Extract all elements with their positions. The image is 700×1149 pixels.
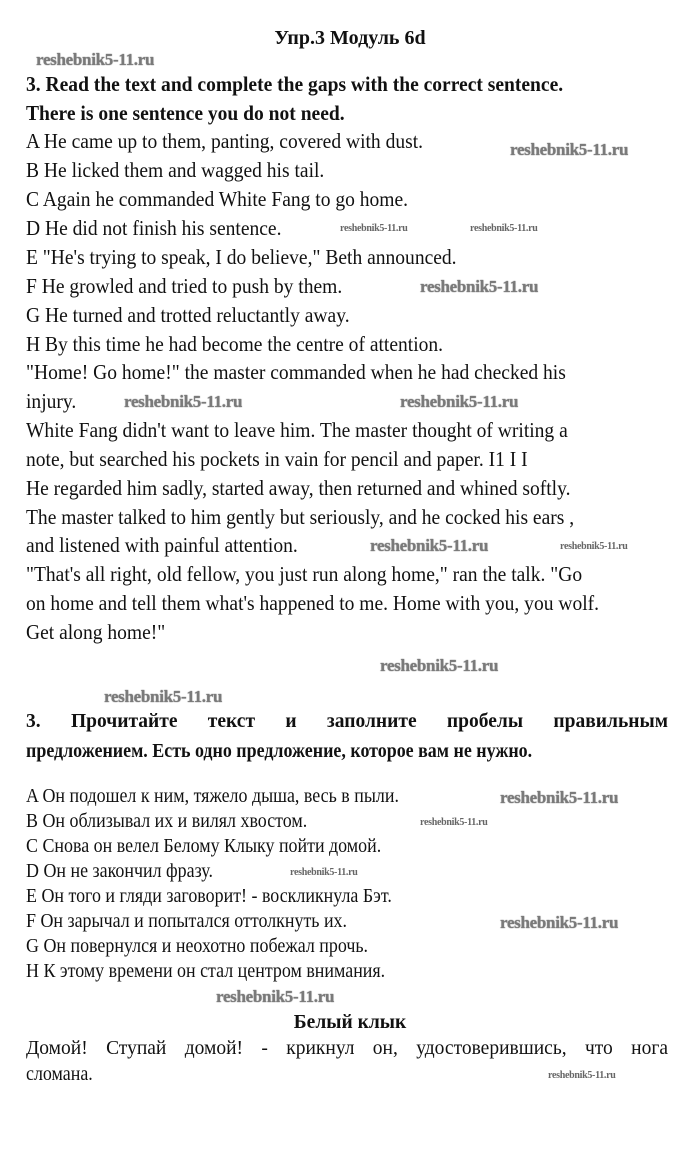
story-title: Белый клык bbox=[293, 1012, 407, 1033]
watermark: reshebnik5-11.ru bbox=[370, 536, 489, 555]
option-f: F He growled and tried to push by them. bbox=[26, 274, 343, 298]
watermark: reshebnik5-11.ru bbox=[420, 817, 488, 828]
heading-line: There is one sentence you do not need. bbox=[26, 101, 345, 125]
text-line: сломана. bbox=[26, 1064, 93, 1085]
option-b: B He licked them and wagged his tail. bbox=[26, 158, 325, 182]
watermark: reshebnik5-11.ru bbox=[104, 687, 223, 706]
text-line: on home and tell them what's happened to me. Home with you, you wolf. bbox=[26, 591, 600, 615]
text-line: The master talked to him gently but seriously, and he cocked his ears , bbox=[26, 505, 575, 529]
option-g: G He turned and trotted reluctantly away. bbox=[26, 303, 350, 327]
heading-line: 3. Read the text and complete the gaps with the correct sentence. bbox=[26, 72, 564, 96]
watermark: reshebnik5-11.ru bbox=[560, 541, 628, 552]
option-e: E Он того и гляди заговорит! - воскликнула Бэт. bbox=[26, 886, 392, 907]
option-a: A Он подошел к ним, тяжело дыша, весь в пыли. bbox=[26, 786, 399, 807]
text-line: and listened with painful attention. bbox=[26, 533, 298, 557]
watermark: reshebnik5-11.ru bbox=[510, 140, 629, 159]
watermark: reshebnik5-11.ru bbox=[548, 1070, 616, 1081]
option-g: G Он повернулся и неохотно побежал прочь. bbox=[26, 936, 369, 957]
option-d: D Он не закончил фразу. bbox=[26, 861, 213, 882]
heading-line: 3. Прочитайте текст и заполните пробелы правильным bbox=[26, 711, 668, 732]
option-b: B Он облизывал их и вилял хвостом. bbox=[26, 811, 308, 832]
watermark: reshebnik5-11.ru bbox=[216, 987, 335, 1006]
watermark: reshebnik5-11.ru bbox=[380, 656, 499, 675]
watermark: reshebnik5-11.ru bbox=[470, 223, 538, 234]
text-line: "Home! Go home!" the master commanded when he had checked his bbox=[26, 360, 566, 384]
watermark: reshebnik5-11.ru bbox=[36, 50, 155, 69]
page-title: Упр.3 Модуль 6d bbox=[274, 27, 426, 49]
text-line: Домой! Ступай домой! - крикнул он, удостоверившись, что нога bbox=[26, 1038, 668, 1059]
watermark: reshebnik5-11.ru bbox=[124, 392, 243, 411]
text-line: injury. bbox=[26, 389, 77, 413]
text-line: note, but searched his pockets in vain for pencil and paper. I1 I I bbox=[26, 447, 528, 471]
text-line: He regarded him sadly, started away, then returned and whined softly. bbox=[26, 476, 571, 500]
watermark: reshebnik5-11.ru bbox=[500, 913, 619, 932]
option-c: C Снова он велел Белому Клыку пойти домой. bbox=[26, 836, 382, 857]
watermark: reshebnik5-11.ru bbox=[340, 223, 408, 234]
option-f: F Он зарычал и попытался оттолкнуть их. bbox=[26, 911, 348, 932]
text-line: White Fang didn't want to leave him. The master thought of writing a bbox=[26, 418, 568, 442]
watermark: reshebnik5-11.ru bbox=[500, 788, 619, 807]
option-a: A He came up to them, panting, covered with dust. bbox=[26, 129, 424, 153]
text-line: "That's all right, old fellow, you just run along home," ran the talk. "Go bbox=[26, 562, 583, 586]
watermark: reshebnik5-11.ru bbox=[290, 867, 358, 878]
heading-line: предложением. Есть одно предложение, которое вам не нужно. bbox=[26, 741, 533, 762]
option-d: D He did not finish his sentence. bbox=[26, 216, 282, 240]
option-h: H К этому времени он стал центром внимания. bbox=[26, 961, 386, 982]
text-line: Get along home!" bbox=[26, 620, 166, 644]
option-h: H By this time he had become the centre of attention. bbox=[26, 332, 444, 356]
watermark: reshebnik5-11.ru bbox=[420, 277, 539, 296]
watermark: reshebnik5-11.ru bbox=[400, 392, 519, 411]
option-e: E "He's trying to speak, I do believe," Beth announced. bbox=[26, 245, 457, 269]
option-c: C Again he commanded White Fang to go home. bbox=[26, 187, 409, 211]
